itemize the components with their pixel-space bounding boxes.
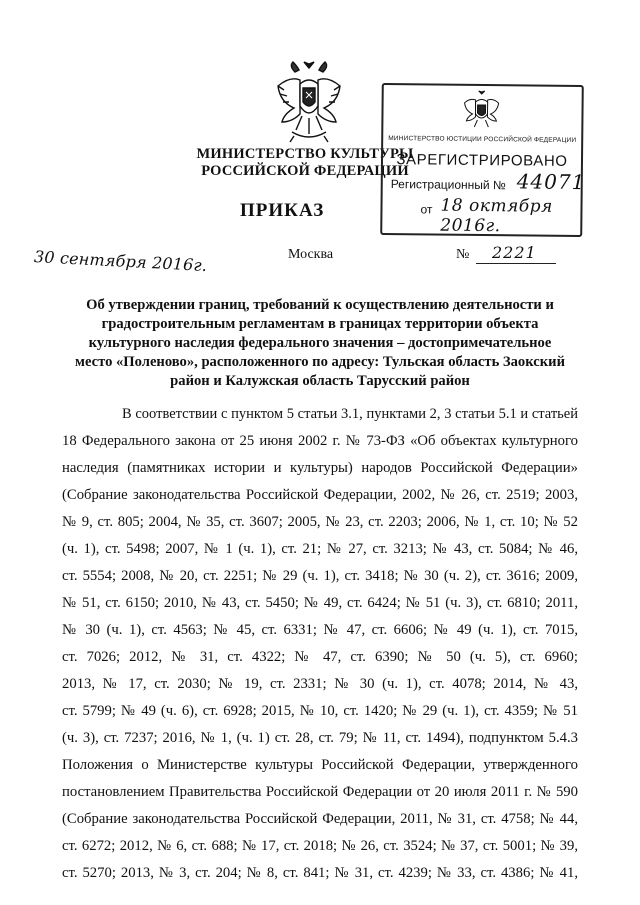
body-line: (ч. 1), ст. 5498; 2007, № 1 (ч. 1), ст. 21; № 27, ст. 3213; № 43, ст. 5084; № 46, [62, 541, 578, 557]
heading-line: Об утверждении границ, требований к осуществлению деятельности и [86, 297, 554, 313]
body-line: ст. 5799; № 49 (ч. 6), ст. 6928; 2015, № 10, ст. 1420; № 29 (ч. 1), ст. 4359; № 51 [62, 703, 578, 719]
body-line: ст. 5270; 2013, № 3, ст. 204; № 8, ст. 841; № 31, ст. 4239; № 33, ст. 4386; № 41, [62, 865, 578, 881]
body-line: 18 Федерального закона от 25 июня 2002 г. № 73-ФЗ «Об объектах культурного [62, 433, 578, 449]
body-line: ст. 6272; 2012, № 6, ст. 688; № 17, ст. 2018; № 26, ст. 3524; № 37, ст. 5001; № 39, [62, 838, 578, 854]
order-number-sign: № [456, 247, 470, 262]
heading-line: градостроительным регламентам в границах территории объекта [101, 316, 539, 332]
order-heading [72, 296, 568, 391]
body-line: Положения о Министерстве культуры Российской Федерации, утвержденного [62, 757, 578, 773]
body-line: (ч. 3), ст. 7237; 2016, № 1, (ч. 1) ст. 28, ст. 79; № 11, ст. 1494), подпунктом 5.4.3 [62, 730, 578, 746]
stamp-registration-number: 44071 [516, 169, 586, 195]
stamp-date-label: от [420, 202, 433, 217]
heading-line: район и Калужская область Тарусский район [170, 373, 470, 389]
order-number: 2221 [492, 243, 537, 262]
body-line: постановлением Правительства Российской Федерации от 20 июля 2011 г. № 590 [62, 784, 578, 800]
stamp-organization: МИНИСТЕРСТВО ЮСТИЦИИ РОССИЙСКОЙ ФЕДЕРАЦИИ [388, 135, 577, 144]
coat-of-arms-icon [270, 58, 348, 146]
body-line: ст. 5554; 2008, № 20, ст. 2251; № 29 (ч. 1), ст. 3418; № 30 (ч. 2), ст. 3616; 2009, [62, 568, 578, 584]
order-date: 30 сентября 2016г. [33, 247, 208, 276]
stamp-status: ЗАРЕГИСТРИРОВАНО [396, 151, 568, 170]
order-body [62, 401, 578, 887]
registration-stamp [380, 83, 584, 237]
stamp-registration-label: Регистрационный № [390, 177, 506, 193]
document-title: ПРИКАЗ [240, 200, 325, 221]
ministry-name-line2: РОССИЙСКОЙ ФЕДЕРАЦИИ [201, 163, 409, 179]
body-line: В соответствии с пунктом 5 статьи 3.1, пунктами 2, 3 статьи 5.1 и статьей [122, 406, 578, 422]
body-line: № 30 (ч. 1), ст. 4563; № 45, ст. 6331; № 47, ст. 6606; № 49 (ч. 1), ст. 7015, [62, 622, 578, 638]
body-line: 2013, № 17, ст. 2030; № 19, ст. 2331; № 30 (ч. 1), ст. 4078; 2014, № 43, [62, 676, 578, 692]
order-number-underline [476, 263, 556, 264]
body-line: № 51, ст. 6150; 2010, № 43, ст. 5450; № 49, ст. 6424; № 51 (ч. 3), ст. 6810; 2011, [62, 595, 578, 611]
stamp-emblem-icon [461, 90, 501, 130]
heading-line: место «Поленово», расположенного по адресу: Тульская область Заокский [75, 354, 565, 370]
ministry-name-line1: МИНИСТЕРСТВО КУЛЬТУРЫ [196, 146, 414, 162]
order-city: Москва [288, 247, 334, 262]
body-line: (Собрание законодательства Российской Федерации, 2011, № 31, ст. 4758; № 44, [62, 811, 578, 827]
body-line: ст. 7026; 2012, № 31, ст. 4322; № 47, ст. 6390; № 50 (ч. 5), ст. 6960; [62, 649, 578, 665]
body-line: № 9, ст. 805; 2004, № 35, ст. 3607; 2005, № 23, ст. 2203; 2006, № 1, ст. 10; № 52 [62, 514, 578, 530]
stamp-date: 18 октября 2016г. [440, 195, 553, 237]
heading-line: культурного наследия федерального значения – достопримечательное [88, 335, 552, 351]
body-line: наследия (памятниках истории и культуры) народов Российской Федерации» [62, 460, 578, 476]
body-line: (Собрание законодательства Российской Федерации, 2002, № 26, ст. 2519; 2003, [62, 487, 578, 503]
